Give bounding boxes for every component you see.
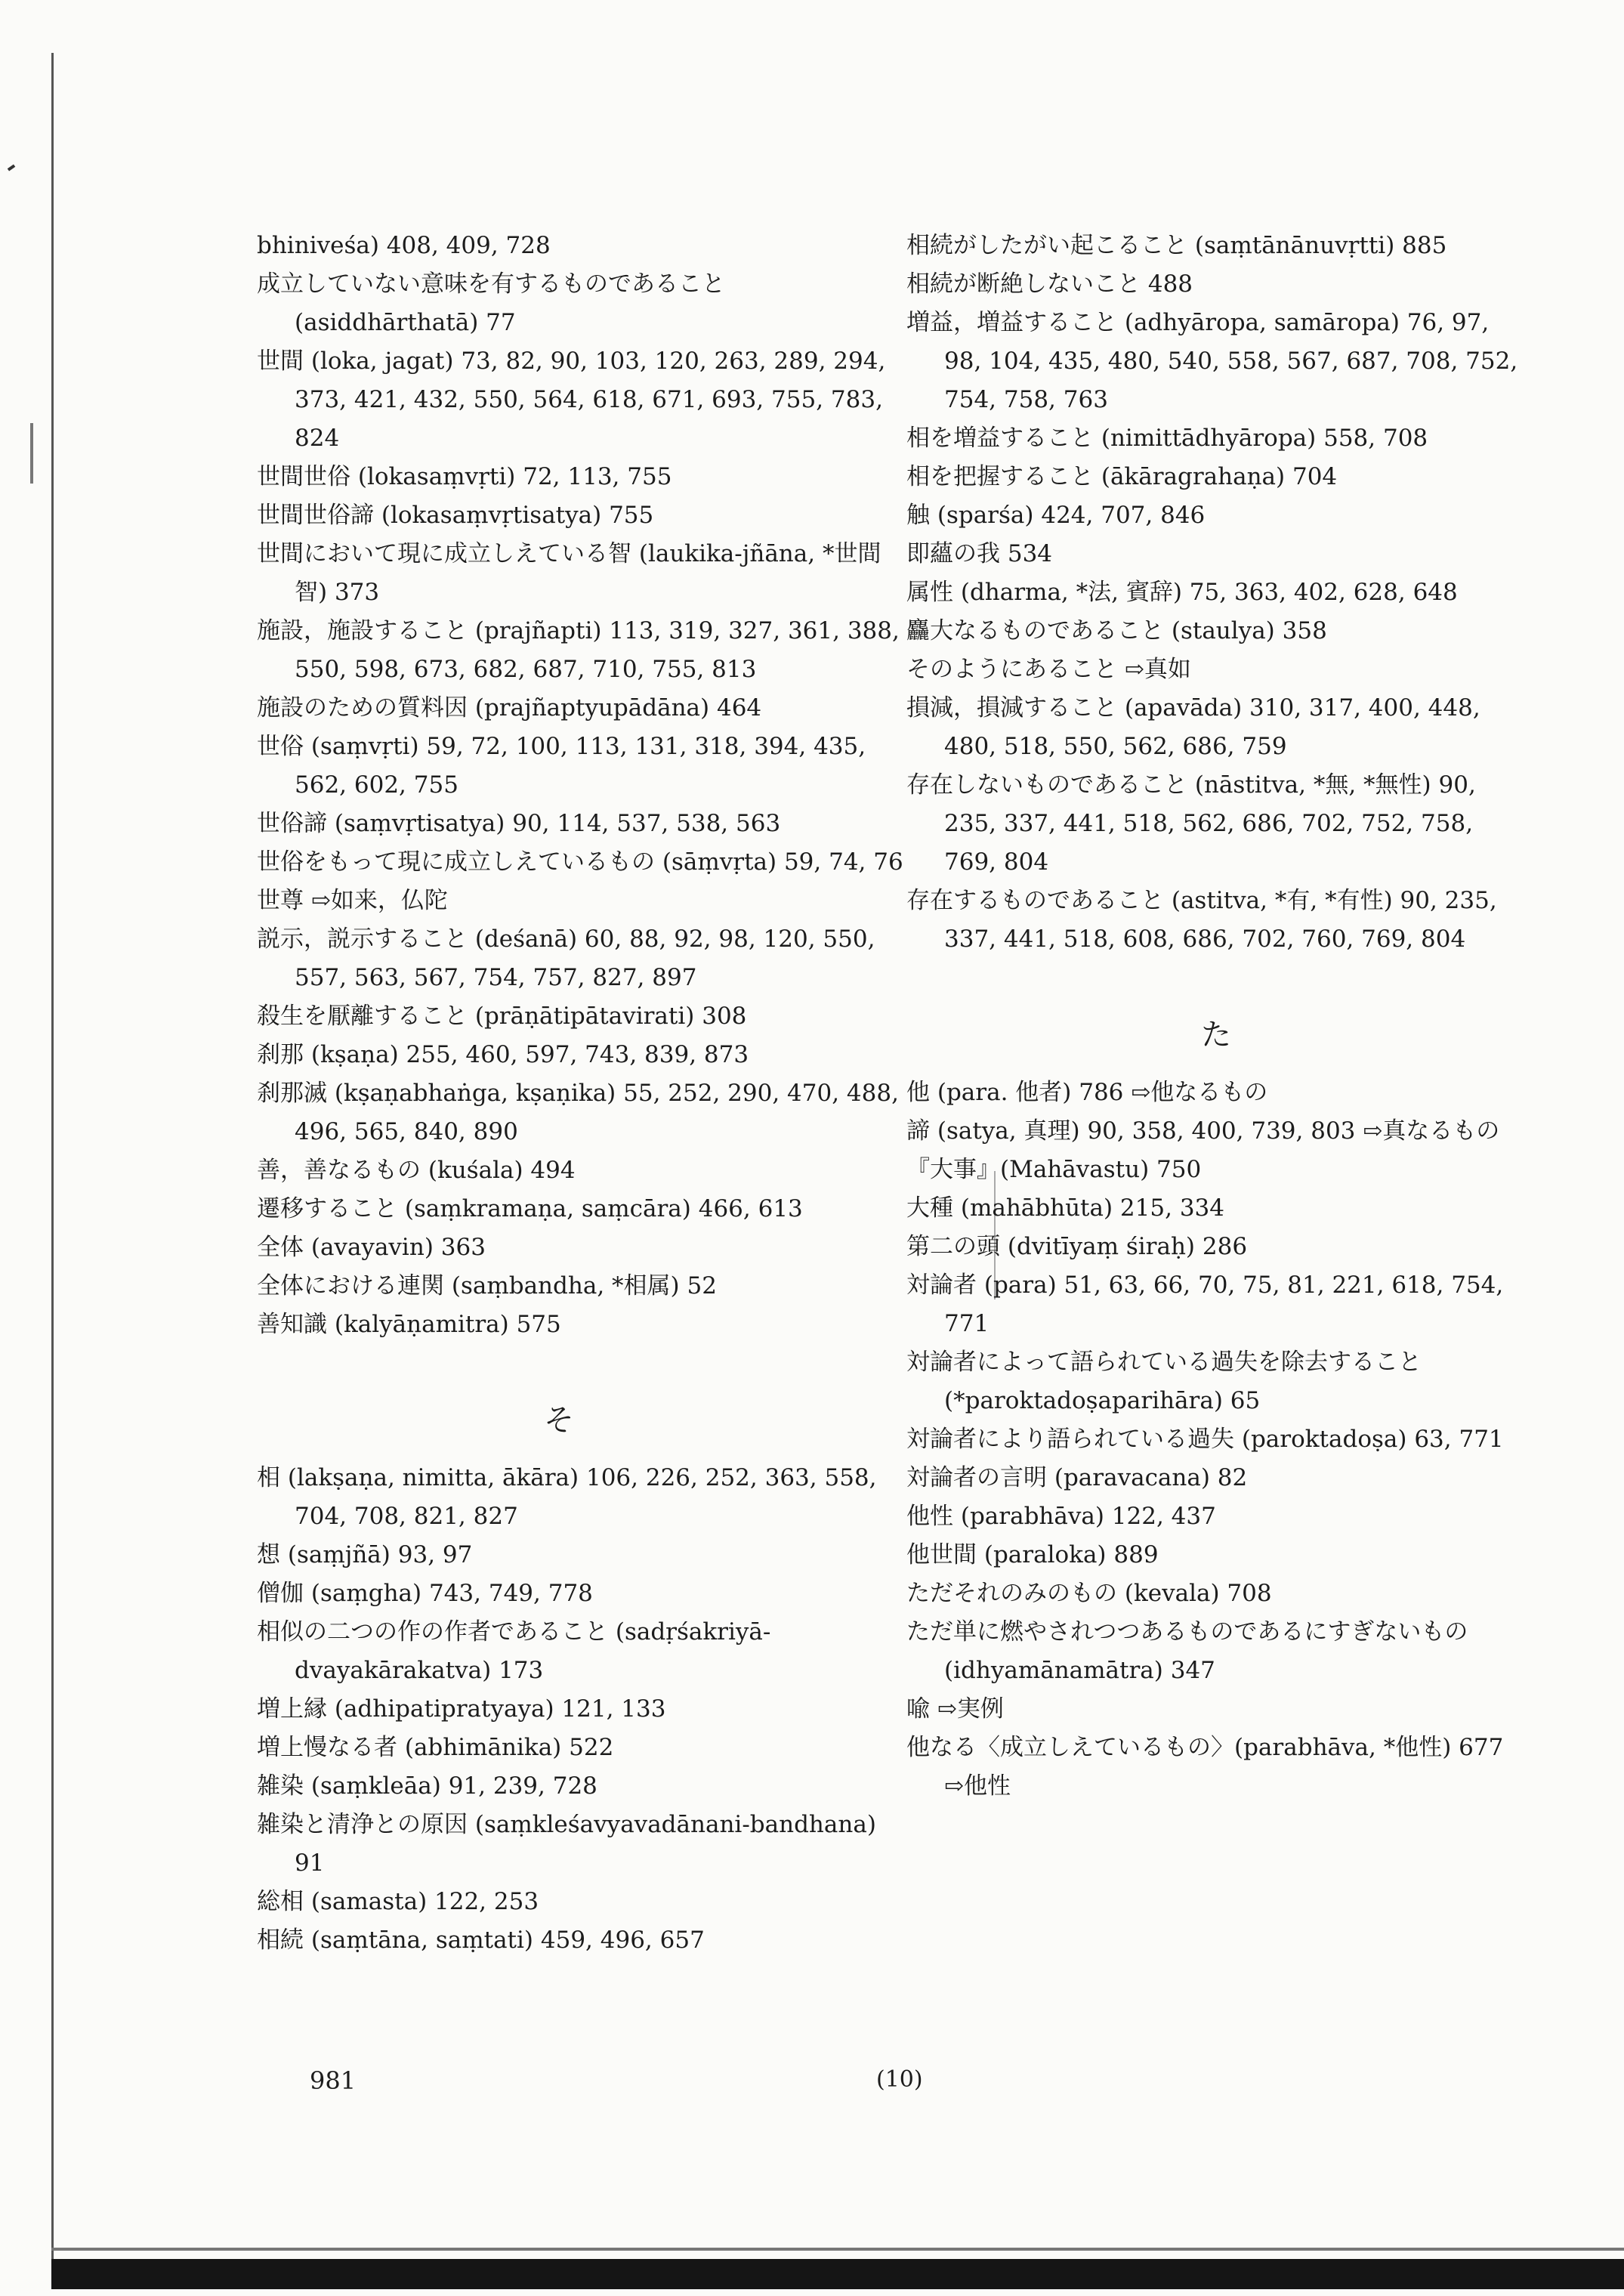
index-group <box>257 227 906 1344</box>
index-entry: 触 (sparśa) 424, 707, 846 <box>906 502 1206 529</box>
index-entry: 喩 ⇨実例 <box>906 1695 1004 1723</box>
index-entry: 世俗諦 (saṃvṛtisatya) 90, 114, 537, 538, 563 <box>257 810 781 837</box>
index-entry: 増益，増益すること (adhyāropa, samāropa) 76, 97, 98, 104, 435, 480, 540, 558, 567, 687, 708, 752, 754, 758, 763 <box>906 309 1518 413</box>
index-entry: 施設のための質料因 (prajñaptyupādāna) 464 <box>257 694 762 722</box>
index-entry: 世間世俗諦 (lokasaṃvṛtisatya) 755 <box>257 502 654 529</box>
index-entry: 遷移すること (saṃkramaṇa, saṃcāra) 466, 613 <box>257 1195 803 1222</box>
binding-edge <box>51 53 54 2259</box>
index-entry: 属性 (dharma, *法, 賓辞) 75, 363, 402, 628, 648 <box>906 579 1458 606</box>
section-heading-ta: た <box>1201 1018 1231 1052</box>
index-entry: 増上慢なる者 (abhimānika) 522 <box>257 1734 614 1761</box>
index-entry: 損減，損減すること (apavāda) 310, 317, 400, 448, 480, 518, 550, 562, 686, 759 <box>906 694 1480 760</box>
index-entry: 雑染 (saṃkleāa) 91, 239, 728 <box>257 1772 597 1800</box>
index-entry: 僧伽 (saṃgha) 743, 749, 778 <box>257 1580 593 1607</box>
index-entry: 対論者により語られている過失 (paroktadoṣa) 63, 771 <box>906 1426 1504 1453</box>
index-entry: 世間において現に成立しえている智 (laukika-jñāna, *世間智) 373 <box>257 540 881 606</box>
index-entry: 善知識 (kalyāṇamitra) 575 <box>257 1311 561 1338</box>
index-group <box>906 1074 1526 1806</box>
scan-speck <box>8 164 15 171</box>
index-entry: 総相 (samasta) 122, 253 <box>257 1888 539 1915</box>
index-entry: 増上縁 (adhipatipratyaya) 121, 133 <box>257 1695 666 1723</box>
index-entry: ただ単に燃やされつつあるものであるにすぎないもの (idhyamānamātra) 347 <box>906 1618 1468 1684</box>
index-entry: 殺生を厭離すること (prāṇātipātavirati) 308 <box>257 1003 747 1030</box>
index-entry: 他性 (parabhāva) 122, 437 <box>906 1503 1216 1530</box>
index-entry: そのようにあること ⇨真如 <box>906 656 1191 683</box>
page-number: 981 <box>310 2066 357 2095</box>
index-entry: 世間 (loka, jagat) 73, 82, 90, 103, 120, 263, 289, 294, 373, 421, 432, 550, 564, 618, 671, 693, 755, 783, 824 <box>257 348 886 452</box>
index-entry: 相続がしたがい起こること (saṃtānānuvṛtti) 885 <box>906 232 1447 259</box>
folio-mark: (10) <box>876 2066 923 2093</box>
index-entry: 存在するものであること (astitva, *有, *有性) 90, 235, 337, 441, 518, 608, 686, 702, 760, 769, 804 <box>906 887 1497 953</box>
index-entry: 諦 (satya, 真理) 90, 358, 400, 739, 803 ⇨真なるもの <box>906 1117 1500 1145</box>
index-entry: 大種 (mahābhūta) 215, 334 <box>906 1194 1224 1222</box>
index-entry: 対論者の言明 (paravacana) 82 <box>906 1464 1248 1491</box>
index-entry: ただそれのみのもの (kevala) 708 <box>906 1580 1272 1607</box>
scan-speck <box>30 423 33 484</box>
index-entry: 雑染と清浄との原因 (saṃkleśavyavadānani-bandhana) 91 <box>257 1811 876 1877</box>
index-group <box>257 1459 906 1960</box>
index-entry: bhiniveśa) 408, 409, 728 <box>257 232 551 259</box>
index-entry: 全体 (avayavin) 363 <box>257 1234 486 1261</box>
section-gap <box>257 1344 906 1382</box>
bottom-rule-thin <box>51 2248 1624 2251</box>
index-entry: 刹那 (kṣaṇa) 255, 460, 597, 743, 839, 873 <box>257 1041 749 1068</box>
bottom-rule <box>51 2259 1624 2289</box>
index-entry: 説示，説示すること (deśanā) 60, 88, 92, 98, 120, 550, 557, 563, 567, 754, 757, 827, 897 <box>257 926 875 991</box>
section-gap <box>906 959 1526 997</box>
index-column-right <box>906 227 1526 1806</box>
index-entry: 対論者によって語られている過失を除去すること (*paroktadoṣaparihāra) 65 <box>906 1349 1422 1414</box>
index-entry: 相を増益すること (nimittādhyāropa) 558, 708 <box>906 425 1428 452</box>
index-column-left <box>257 227 906 1960</box>
index-entry: 世俗をもって現に成立しえているもの (sāṃvṛta) 59, 74, 76 <box>257 848 903 876</box>
index-entry: 全体における連関 (saṃbandha, *相属) 52 <box>257 1272 717 1299</box>
section-heading-so: そ <box>544 1403 574 1438</box>
index-entry: 他 (para. 他者) 786 ⇨他なるもの <box>906 1079 1268 1106</box>
index-entry: 相続 (saṃtāna, saṃtati) 459, 496, 657 <box>257 1927 705 1954</box>
index-entry: 世間世俗 (lokasaṃvṛti) 72, 113, 755 <box>257 463 672 490</box>
index-entry: 第二の頭 (dvitīyaṃ śiraḥ) 286 <box>906 1233 1248 1260</box>
index-entry: 刹那滅 (kṣaṇabhaṅga, kṣaṇika) 55, 252, 290, 470, 488, 496, 565, 840, 890 <box>257 1080 899 1145</box>
index-entry: 存在しないものであること (nāstitva, *無, *無性) 90, 235, 337, 441, 518, 562, 686, 702, 752, 758, 769, 804 <box>906 771 1476 876</box>
index-entry: 世尊 ⇨如来，仏陀 <box>257 887 448 914</box>
index-entry: 対論者 (para) 51, 63, 66, 70, 75, 81, 221, 618, 754, 771 <box>906 1272 1504 1337</box>
index-group <box>906 227 1526 959</box>
index-entry: 麤大なるものであること (staulya) 358 <box>906 617 1327 644</box>
index-entry: 相を把握すること (ākāragrahaṇa) 704 <box>906 463 1338 490</box>
index-entry: 他世間 (paraloka) 889 <box>906 1541 1159 1568</box>
index-entry: 他なる〈成立しえているもの〉(parabhāva, *他性) 677 ⇨他性 <box>906 1734 1504 1800</box>
index-entry: 相続が断絶しないこと 488 <box>906 270 1193 298</box>
index-entry: 施設，施設すること (prajñapti) 113, 319, 327, 361, 388, 550, 598, 673, 682, 687, 710, 755, 813 <box>257 617 900 683</box>
index-entry: 想 (saṃjñā) 93, 97 <box>257 1541 473 1568</box>
index-entry: 世俗 (saṃvṛti) 59, 72, 100, 113, 131, 318, 394, 435, 562, 602, 755 <box>257 733 866 799</box>
index-entry: 成立していない意味を有するものであること (asiddhārthatā) 77 <box>257 270 725 336</box>
index-entry: 善，善なるもの (kuśala) 494 <box>257 1157 576 1184</box>
index-entry: 相 (lakṣaṇa, nimitta, ākāra) 106, 226, 252, 363, 558, 704, 708, 821, 827 <box>257 1464 877 1530</box>
index-entry: 『大事』(Mahāvastu) 750 <box>906 1156 1202 1183</box>
index-entry: 相似の二つの作の作者であること (sadṛśakriyā-dvayakārakatva) 173 <box>257 1618 771 1684</box>
index-entry: 即蘊の我 534 <box>906 540 1053 567</box>
